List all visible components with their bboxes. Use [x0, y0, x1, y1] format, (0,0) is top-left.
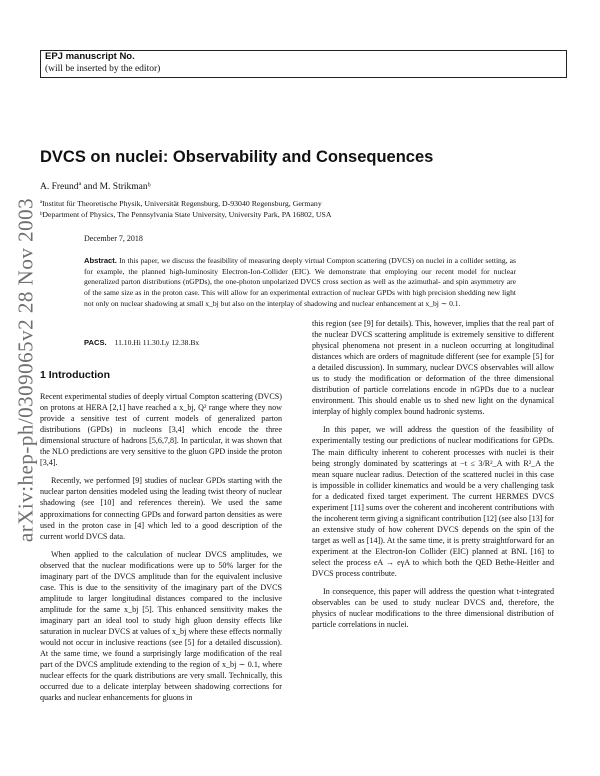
right-column — [312, 318, 554, 637]
paper-date: December 7, 2018 — [84, 234, 143, 243]
pacs-label: PACS. — [84, 338, 107, 347]
section-heading: 1 Introduction — [40, 369, 110, 381]
affiliation-a: ªInstitut für Theoretische Physik, Universität Regensburg, D-93040 Regensburg, Germany — [40, 199, 322, 208]
manuscript-journal: EPJ manuscript No. — [45, 51, 135, 62]
paragraph: In consequence, this paper will address the question what t-integrated observables can be used to study nuclear DVCS and, therefore, the physics of nuclear modifications to the three dimensional distribution of particle correlations in nuclei. — [312, 587, 554, 630]
manuscript-note: (will be inserted by the editor) — [45, 64, 161, 74]
manuscript-box — [40, 50, 567, 78]
abstract-text: In this paper, we discuss the feasibility of measuring deeply virtual Compton scattering (DVCS) on nuclei in a collider setting, as for example, the planned high-luminosity Electron-Ion-Collider (EIC). We demonstrate that employing our recent model for nuclear generalized parton distributions (nGPDs), the one-photon unpolarized DVCS cross section as well as the azimuthal- and spin asymmetry are of the same size as in the proton case. This will allow for an experimental extraction of nuclear GPDs with high precision shedding new light not only on nuclear shadowing at small x_bj but also on the interplay of shadowing and nuclear enhancement at x_bj ∼ 0.1. — [84, 256, 516, 308]
pacs-codes: 11.10.Hi 11.30.Ly 12.38.Bx — [114, 338, 200, 347]
arxiv-identifier-text: arXiv:hep-ph/0309065v2 28 Nov 2003 — [13, 197, 38, 543]
abstract-label: Abstract. — [84, 256, 117, 265]
paragraph: Recently, we performed [9] studies of nuclear GPDs starting with the nuclear parton densities modeled using the leading twist theory of nuclear shadowing (see [10] and references therein). We used the same approximations for connecting GPDs and forward parton densities as were used in the proton case in [4] which led to a good description of the current world DVCS data. — [40, 476, 282, 541]
paragraph: In this paper, we will address the question of the feasibility of experimentally testing our predictions of nuclear modifications for GPDs. The main difficulty inherent to coherent processes with nuclei is their being strongly dominated by scatterings at −t ≤ 3/R²_A with R²_A the mean square nuclear radius. Detection of the scattered nuclei in this case is impossible in collider kinematics and would be a very challenging task for a dedicated fixed target experiment. The current HERMES DVCS experiment [11] sums over the coherent and incoherent contributions with the incoherent term giving a significant contribution [12] (see also [13] for an extensive study of how coherent DVCS depends on the spin of the target as well as [14]). At the same time, it is pretty straightforward for an experiment at the Electron-Ion Collider (EIC) planned at BNL [16] to select the process eA → eγA to which both the QED Bethe-Heitler and DVCS process contribute. — [312, 425, 554, 579]
paragraph: When applied to the calculation of nuclear DVCS amplitudes, we observed that the nuclear modifications were up to 50% larger for the imaginary part of the DVCS amplitude than for the equivalent inclusive case. This is due to the sensitivity of the imaginary part of the DVCS amplitude to larger longitudinal distances compared to the inclusive amplitude for the same x_bj [5]. This enhanced sensitivity makes the imaginary part an ideal tool to study high gluon density effects like saturation in nuclear DVCS at values of x_bj where these effects normally would not occur in inclusive reactions (see [5] for a detailed discussion). At the same time, we found a surprisingly large modification of the real part of the DVCS amplitude extending to the region of x_bj ∼ 0.1, where nuclear effects for the quark distributions are very small. Technically, this occurred due to a delicate interplay between shadowing corrections for quarks and nuclear enhancements for gluons in — [40, 549, 282, 703]
paper-title: DVCS on nuclei: Observability and Consequences — [40, 148, 434, 166]
left-column — [40, 370, 282, 710]
paragraph: this region (see [9] for details). This, however, implies that the real part of the nuclear DVCS scattering amplitude is extremely sensitive to different physical phenomena not present in a nucleon occurring at longitudinal distances which are orders of magnitude different (see for example [5] for a detailed discussion). In summary, nuclear DVCS observables will allow us to study the modification or deformation of the three dimensional distribution of particle correlations encode in nGPDs due to a nuclear environment. This should enable us to shed new light on the dynamical interplay of highly complex bound hadronic systems. — [312, 319, 554, 417]
abstract — [84, 256, 516, 310]
author-list: A. Freundª and M. Strikmanᵇ — [40, 182, 151, 192]
paragraph: Recent experimental studies of deeply virtual Compton scattering (DVCS) on protons at HERA [2,1] have reached a x_bj, Q² range where they now provide a sensitive test of current models of generalized parton distributions (GPDs) in nucleons [3,4] which encode the three dimensional structure of hadrons [5,6,7,8]. In particular, it was shown that the NLO predictions are very sensitive to the gluon GPD inside the proton [3,4]. — [40, 392, 282, 468]
affiliation-b: ᵇDepartment of Physics, The Pennsylvania State University, University Park, PA 16802, USA — [40, 210, 332, 219]
pacs-line — [84, 338, 199, 347]
